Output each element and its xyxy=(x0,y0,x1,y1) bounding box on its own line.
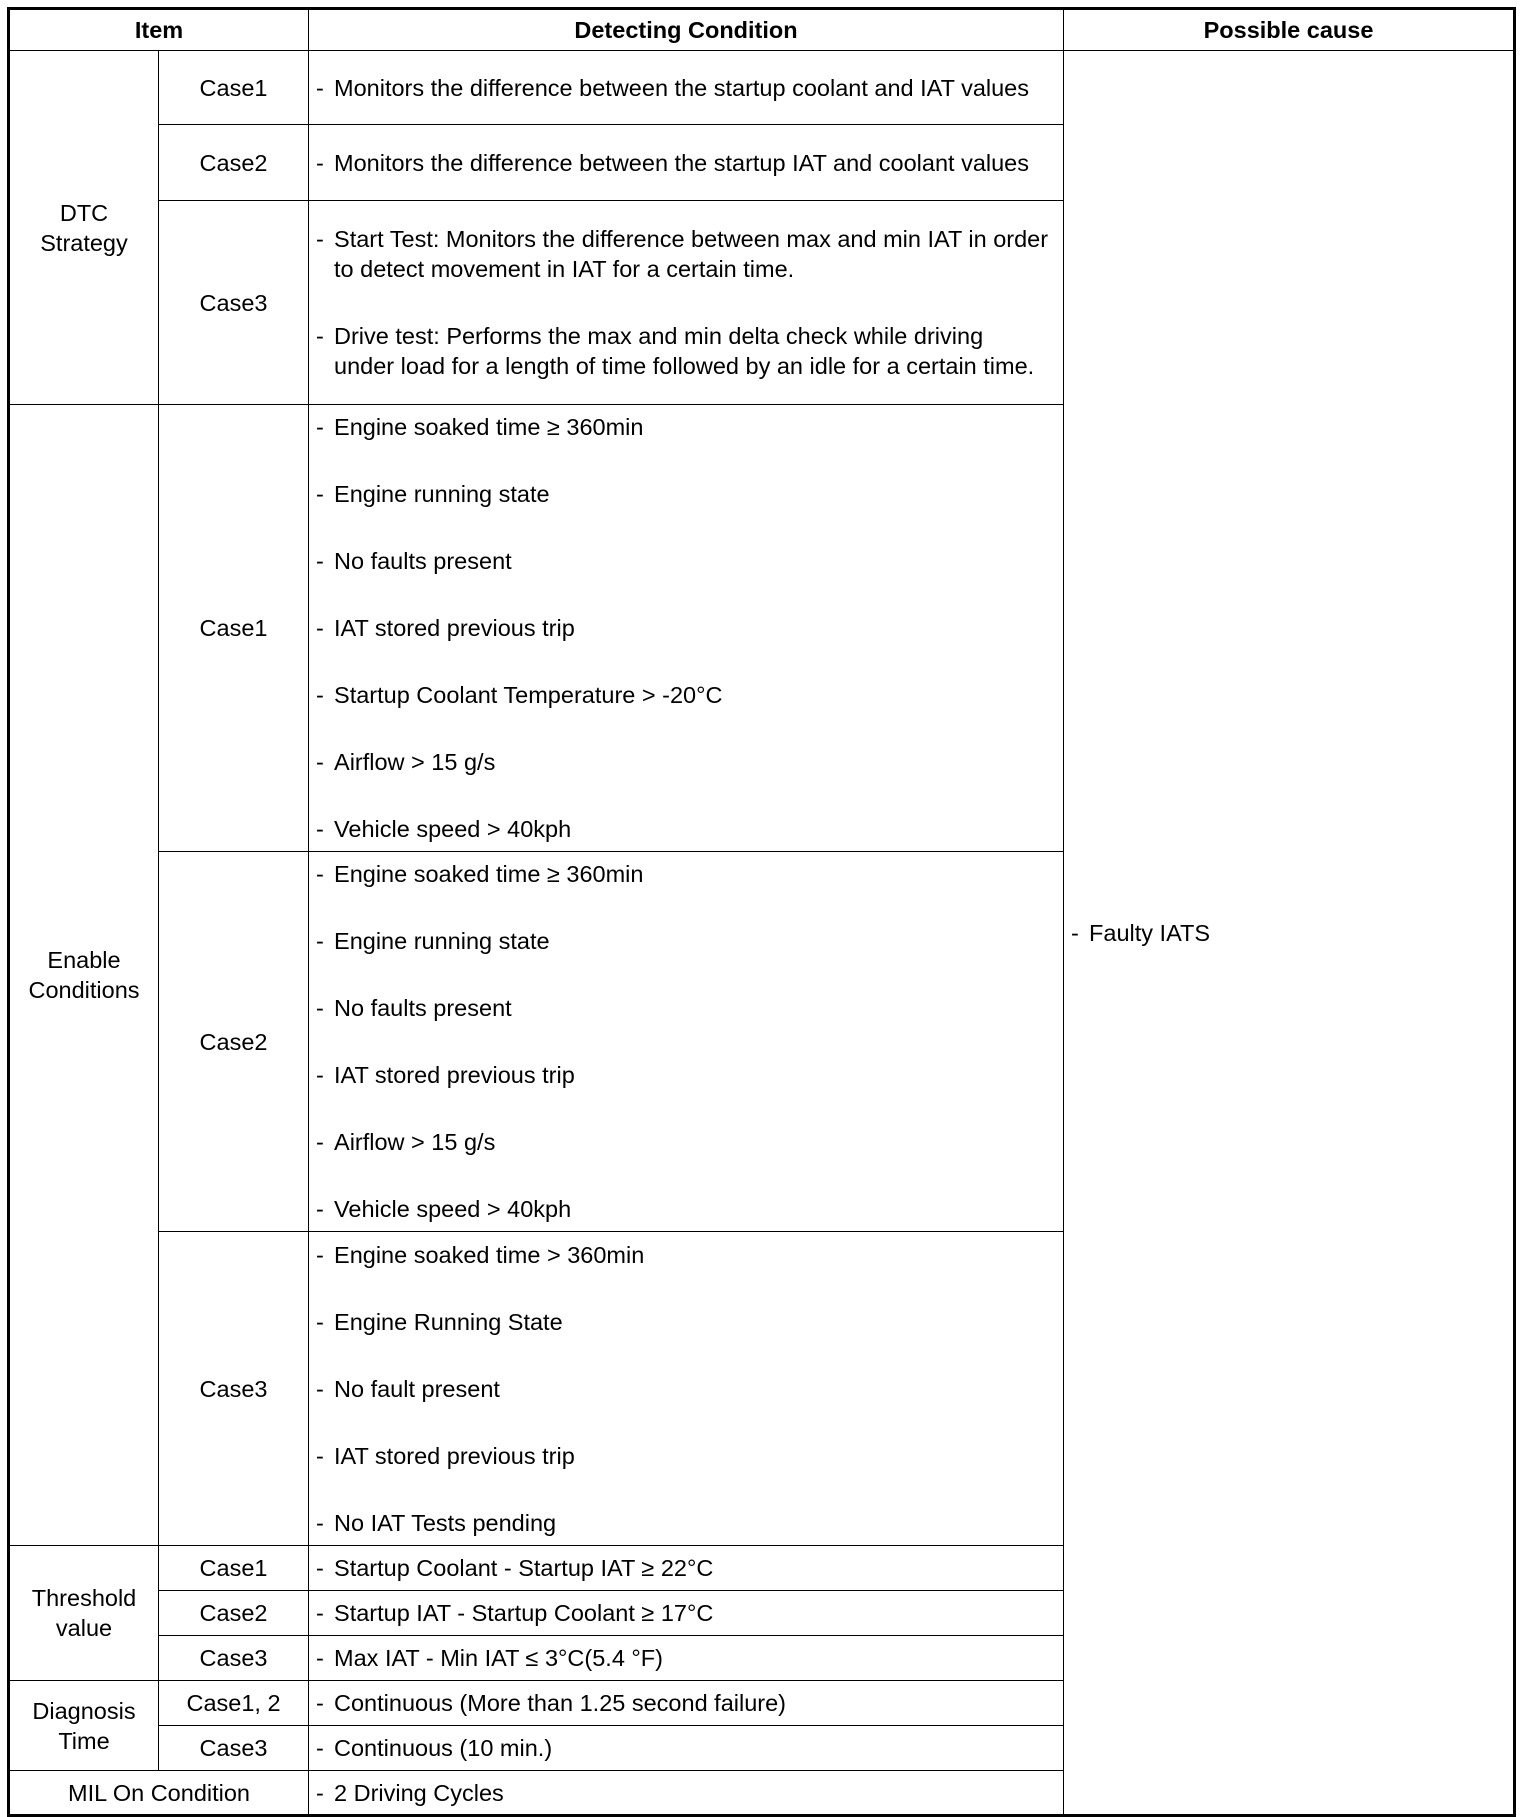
possible-cause-text: Faulty IATS xyxy=(1089,919,1211,946)
threshold-case1-label: Case1 xyxy=(159,1546,309,1591)
threshold-case2-condition xyxy=(309,1591,1064,1636)
bullet-dash: - xyxy=(316,414,324,440)
dtc-case3-condition xyxy=(309,201,1064,405)
header-row xyxy=(9,9,1515,51)
condition-text: Engine running state xyxy=(334,928,550,954)
dtc-case3-label: Case3 xyxy=(159,201,309,405)
diagnostic-table-wrapper xyxy=(7,7,1516,1817)
bullet-dash: - xyxy=(316,74,324,101)
diagnosis-case12-condition xyxy=(309,1681,1064,1726)
condition-text: Engine soaked time ≥ 360min xyxy=(334,861,644,887)
enable-conditions-label: Enable Conditions xyxy=(9,405,159,1546)
bullet-dash: - xyxy=(316,1241,324,1268)
condition-text: IAT stored previous trip xyxy=(334,1442,575,1469)
dtc-diagnostic-table xyxy=(7,7,1516,1817)
bullet-dash: - xyxy=(316,1690,324,1716)
header-possible-cause: Possible cause xyxy=(1064,9,1515,51)
condition-text: No faults present xyxy=(334,995,512,1021)
dtc-case1-row xyxy=(9,51,1515,125)
condition-text: IAT stored previous trip xyxy=(334,1062,575,1088)
condition-text: Monitors the difference between the startup IAT and coolant values xyxy=(334,149,1029,176)
bullet-dash: - xyxy=(316,1442,324,1469)
condition-text: Engine Running State xyxy=(334,1308,563,1335)
bullet-dash: - xyxy=(316,1645,324,1671)
bullet-dash: - xyxy=(316,1509,324,1536)
condition-text: Startup IAT - Startup Coolant ≥ 17°C xyxy=(334,1600,714,1626)
diagnosis-time-label: Diagnosis Time xyxy=(9,1681,159,1771)
condition-text: Start Test: Monitors the difference between max and min IAT in order to detect movement in IAT for a certain time. xyxy=(334,226,1049,282)
enable-case2-label: Case2 xyxy=(159,852,309,1232)
bullet-dash: - xyxy=(316,1308,324,1335)
bullet-dash: - xyxy=(316,1375,324,1402)
header-item: Item xyxy=(9,9,309,51)
bullet-dash: - xyxy=(316,1555,324,1581)
bullet-dash: - xyxy=(316,861,324,887)
condition-text: No fault present xyxy=(334,1375,500,1402)
condition-text: IAT stored previous trip xyxy=(334,615,575,641)
bullet-dash: - xyxy=(316,995,324,1021)
header-detecting-condition: Detecting Condition xyxy=(309,9,1064,51)
dtc-case2-condition xyxy=(309,125,1064,201)
threshold-case3-label: Case3 xyxy=(159,1636,309,1681)
condition-text: Engine soaked time > 360min xyxy=(334,1241,645,1268)
condition-text: No IAT Tests pending xyxy=(334,1509,557,1536)
bullet-dash: - xyxy=(316,548,324,574)
bullet-dash: - xyxy=(316,226,324,252)
diagnosis-case3-condition xyxy=(309,1726,1064,1771)
condition-text: Vehicle speed > 40kph xyxy=(334,1196,572,1222)
dtc-case1-label: Case1 xyxy=(159,51,309,125)
bullet-dash: - xyxy=(316,816,324,842)
bullet-dash: - xyxy=(316,1779,324,1806)
diagnosis-case12-label: Case1, 2 xyxy=(159,1681,309,1726)
bullet-dash: - xyxy=(316,1062,324,1088)
bullet-dash: - xyxy=(316,1129,324,1155)
bullet-dash: - xyxy=(316,1196,324,1222)
enable-case2-condition xyxy=(309,852,1064,1232)
bullet-dash: - xyxy=(316,149,324,176)
enable-case1-label: Case1 xyxy=(159,405,309,852)
enable-case3-condition xyxy=(309,1232,1064,1546)
enable-case1-condition xyxy=(309,405,1064,852)
condition-text: Continuous (More than 1.25 second failure) xyxy=(334,1690,787,1716)
condition-text: Max IAT - Min IAT ≤ 3°C(5.4 °F) xyxy=(334,1645,663,1671)
condition-text: Airflow > 15 g/s xyxy=(334,749,496,775)
threshold-case3-condition xyxy=(309,1636,1064,1681)
diagnosis-case3-label: Case3 xyxy=(159,1726,309,1771)
condition-text: Engine soaked time ≥ 360min xyxy=(334,414,644,440)
bullet-dash: - xyxy=(316,615,324,641)
condition-text: Engine running state xyxy=(334,481,550,507)
bullet-dash: - xyxy=(316,928,324,954)
enable-case3-label: Case3 xyxy=(159,1232,309,1546)
threshold-case1-condition xyxy=(309,1546,1064,1591)
dtc-strategy-label: DTC Strategy xyxy=(9,51,159,405)
condition-text: Startup Coolant Temperature > -20°C xyxy=(334,682,723,708)
dtc-case2-label: Case2 xyxy=(159,125,309,201)
condition-text: Drive test: Performs the max and min delta check while driving under load for a length of time followed by an idle for a certain time. xyxy=(334,323,1035,379)
bullet-dash: - xyxy=(316,1600,324,1626)
bullet-dash: - xyxy=(316,323,324,349)
possible-cause-cell xyxy=(1064,51,1515,1816)
condition-text: Vehicle speed > 40kph xyxy=(334,816,572,842)
mil-on-condition-label: MIL On Condition xyxy=(9,1771,309,1816)
mil-condition xyxy=(309,1771,1064,1816)
bullet-dash: - xyxy=(1071,919,1079,946)
bullet-dash: - xyxy=(316,749,324,775)
condition-text: Continuous (10 min.) xyxy=(334,1735,553,1761)
condition-text: No faults present xyxy=(334,548,512,574)
condition-text: Startup Coolant - Startup IAT ≥ 22°C xyxy=(334,1555,714,1581)
bullet-dash: - xyxy=(316,481,324,507)
condition-text: Airflow > 15 g/s xyxy=(334,1129,496,1155)
threshold-value-label: Threshold value xyxy=(9,1546,159,1681)
dtc-case1-condition xyxy=(309,51,1064,125)
bullet-dash: - xyxy=(316,682,324,708)
condition-text: 2 Driving Cycles xyxy=(334,1779,504,1806)
threshold-case2-label: Case2 xyxy=(159,1591,309,1636)
bullet-dash: - xyxy=(316,1735,324,1761)
condition-text: Monitors the difference between the startup coolant and IAT values xyxy=(334,74,1029,101)
